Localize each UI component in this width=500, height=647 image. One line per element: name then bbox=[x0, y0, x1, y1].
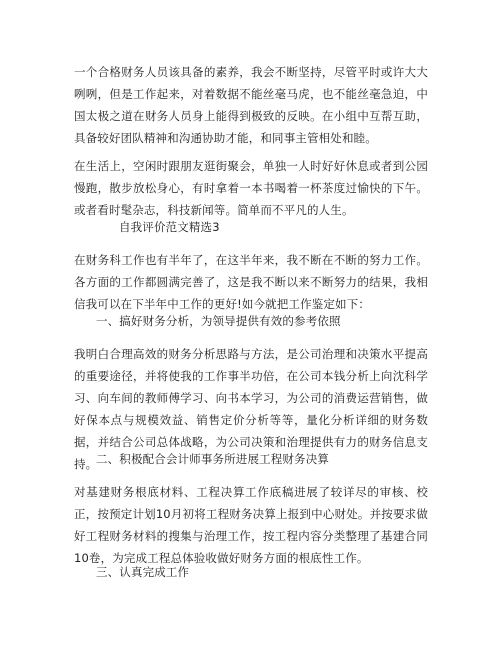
section-title: 自我评价范文精选3 bbox=[119, 220, 220, 234]
paragraph-qualities: 一个合格财务人员该具备的素养，我会不断坚持，尽管平时或许大大咧咧，但是工作起来，对着数据不能丝毫马虎，也不能丝毫急迫，中国太极之道在财务人员身上能得到极致的反映。在小组中互帮互助，具备较好团队精神和沟通协助才能，和同事主管相处和睦。 bbox=[74, 65, 428, 145]
heading-final-accounts: 二、积极配合会计师事务所进展工程财务决算 bbox=[96, 452, 329, 466]
paragraph-financial-analysis: 我明白合理高效的财务分析思路与方法，是公司治理和决策水平提高的重要途径，并将使我的工作事半功倍，在公司本钱分析上向沈科学习、向车间的教师傅学习、向书本学习，为公司的消费运营销售，做好保本点与规模效益、销售定价分析等等，量化分析详细的财务数据，并结合公司总体战略，为公司决策和治理提供有力的财务信息支持。 bbox=[74, 347, 428, 471]
paragraph-final-accounts: 对基建财务根底材料、工程决算工作底稿进展了较详尽的审核、校正，按预定计划10月初将工程财务决算上报到中心财处。并按要求做好工程财务材料的搜集与治理工作，按工程内容分类整理了基建合同10卷，为完成工程总体验收做好财务方面的根底性工作。 bbox=[74, 485, 428, 565]
heading-financial-analysis: 一、搞好财务分析，为领导提供有效的参考依照 bbox=[96, 314, 341, 328]
paragraph-intro: 在财务科工作也有半年了，在这半年来，我不断在不断的努力工作。各方面的工作都圆满完善了，这是我不断以来不断努力的结果，我相信我可以在下半年中工作的更好!如今就把工作鉴定如下： bbox=[74, 253, 428, 311]
heading-complete-work: 三、认真完成工作 bbox=[96, 565, 190, 579]
paragraph-life: 在生活上，空闲时跟朋友逛街聚会，单独一人时好好休息或者到公园慢跑，散步放松身心，有时拿着一本书喝着一杯茶度过愉快的下午。或者看时髦杂志，科技新闻等。简单而不平凡的人生。 bbox=[74, 159, 428, 217]
